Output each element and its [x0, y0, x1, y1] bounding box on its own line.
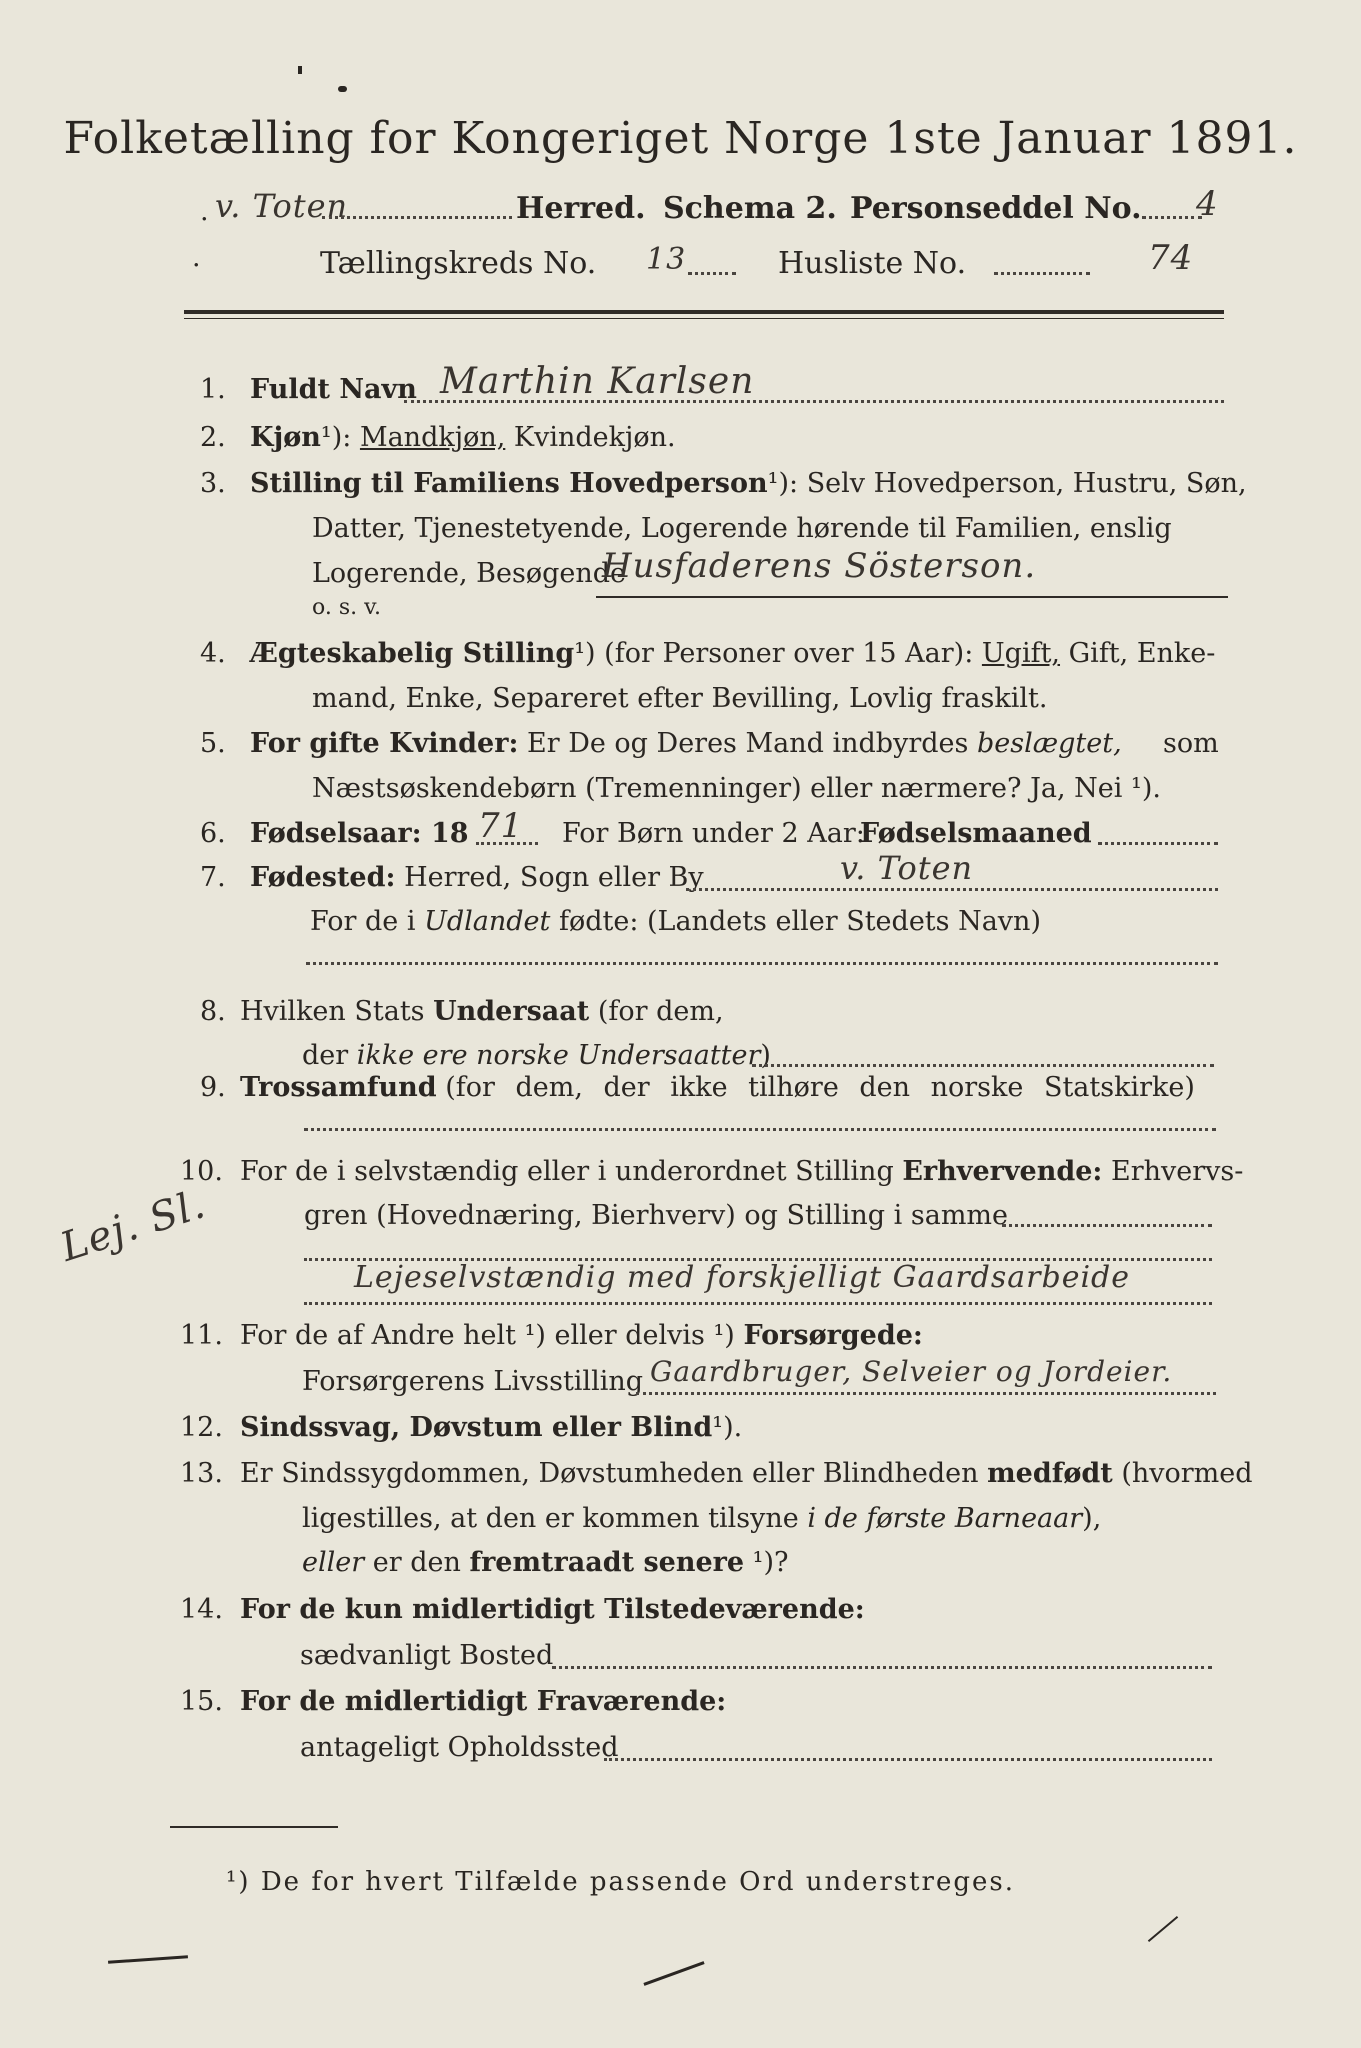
q10-number: 10. — [180, 1156, 223, 1187]
q14-line2: sædvanligt Bosted — [300, 1640, 554, 1671]
ink-stroke — [108, 1955, 188, 1964]
q8-number: 8. — [200, 996, 226, 1027]
q3-answer: Husfaderens Sösterson. — [602, 546, 1037, 586]
q7-answer: v. Toten — [840, 849, 974, 887]
q5-line1 — [250, 728, 1122, 760]
q13-line2 — [302, 1503, 1101, 1535]
q7-label: Fødested: — [250, 862, 396, 893]
q2-sup: ¹): — [320, 422, 352, 453]
header-rule-thin — [184, 318, 1224, 319]
q13-line1 — [240, 1458, 1253, 1490]
q7-line2-b: fødte: (Landets eller Stedets Navn) — [558, 906, 1041, 937]
kreds-dot: · — [192, 250, 201, 281]
q11-number: 11. — [180, 1320, 223, 1351]
q8-line1 — [240, 996, 724, 1028]
q6-year-dots — [476, 842, 538, 845]
q2-line — [250, 422, 676, 454]
q6-label2: Fødselsmaaned — [860, 818, 1092, 849]
herred-dots — [322, 216, 512, 219]
q3-line2: Datter, Tjenestetyende, Logerende hørende til Familien, enslig — [312, 513, 1172, 544]
q2-number: 2. — [200, 422, 226, 453]
q13-line1-a: Er Sindssygdommen, Døvstumheden eller Blindheden — [240, 1458, 979, 1489]
q15-dots — [604, 1758, 1212, 1761]
q7-rest: Herred, Sogn eller By — [404, 862, 704, 893]
herred-value: v. Toten — [215, 187, 349, 225]
husliste-value: 74 — [1148, 238, 1194, 278]
q13-line3-b: ¹)? — [752, 1547, 789, 1578]
q7-number: 7. — [200, 862, 226, 893]
q8-label-a: Hvilken Stats — [240, 996, 425, 1027]
kreds-value: 13 — [646, 242, 687, 277]
q11-line2: Forsørgerens Livsstilling — [302, 1366, 644, 1397]
q2-opt-mandkjon: Mandkjøn, — [359, 422, 506, 453]
q15-label: For de midlertidigt Fraværende: — [240, 1686, 727, 1717]
q8-rest: (for dem, — [597, 996, 724, 1027]
husliste-dots — [994, 272, 1090, 275]
personseddel-dots — [1142, 216, 1202, 219]
q3-answer-line — [596, 596, 1228, 598]
q13-fremtraadt: fremtraadt senere — [469, 1547, 745, 1578]
q10-line1-a: For de i selvstændig eller i underordnet Stilling — [240, 1156, 894, 1187]
personseddel-label: Personseddel No. — [850, 191, 1142, 226]
q13-line2-a: ligestilles, at den er kommen tilsyne — [302, 1503, 799, 1534]
q7-foreign-dots — [306, 962, 1218, 965]
q8-dots — [752, 1064, 1214, 1067]
q1-label: Fuldt Navn — [250, 374, 417, 405]
q11-dots — [636, 1392, 1216, 1395]
q14-label: For de kun midlertidigt Tilstedeværende: — [240, 1594, 865, 1625]
q4-line2: mand, Enke, Separeret efter Bevilling, Lovlig fraskilt. — [312, 683, 1048, 714]
q6-label: Fødselsaar: 18 — [250, 818, 469, 849]
q6-month-dots — [1098, 842, 1218, 845]
footnote-rule — [170, 1826, 338, 1828]
q11-line1 — [240, 1320, 923, 1352]
ink-speck — [338, 86, 347, 92]
q7-udlandet: Udlandet — [424, 906, 551, 937]
q7-line2 — [310, 906, 1041, 938]
q3-line4: o. s. v. — [312, 595, 381, 620]
kreds-dots — [688, 272, 736, 275]
q3-sup: ¹): — [767, 468, 799, 499]
q8-line2 — [302, 1040, 771, 1072]
herred-label: Herred. — [516, 191, 646, 226]
q9-line — [240, 1072, 1195, 1104]
q9-label: Trossamfund — [240, 1072, 437, 1103]
q10-line2: gren (Hovednæring, Bierhverv) og Stilling i samme — [304, 1200, 1009, 1231]
q4-opt-ugift: Ugift, — [981, 638, 1061, 669]
q13-line2-italic: i de første Barneaar — [807, 1503, 1083, 1534]
q6-answer: 71 — [478, 806, 524, 846]
q12-number: 12. — [180, 1412, 223, 1443]
q5-line2: Næstsøskendebørn (Tremenninger) eller nærmere? Ja, Nei ¹). — [312, 773, 1161, 804]
q13-medfodt: medfødt — [987, 1458, 1113, 1489]
q12-sup: ¹). — [712, 1412, 743, 1443]
q8-label-b: Undersaat — [433, 996, 590, 1027]
q15-number: 15. — [180, 1686, 223, 1717]
ink-speck — [298, 66, 302, 74]
q10-dots-1 — [1002, 1224, 1212, 1227]
q8-line2-b: ) — [760, 1040, 771, 1071]
q9-dots — [304, 1128, 1216, 1131]
q10-answer: Lejeselvstændig med forskjelligt Gaardsarbeide — [354, 1260, 1131, 1295]
q8-line2-a: der — [302, 1040, 349, 1071]
q12-label: Sindssvag, Døvstum eller Blind — [240, 1412, 713, 1443]
q11-answer: Gaardbruger, Selveier og Jordeier. — [650, 1355, 1173, 1388]
q3-line1 — [250, 468, 1247, 500]
q13-line2-b: ), — [1082, 1503, 1102, 1534]
q8-line2-italic: ikke ere norske Undersaatter — [356, 1040, 761, 1071]
personseddel-value: 4 — [1196, 184, 1219, 224]
q15-line2: antageligt Opholdssted — [300, 1732, 619, 1763]
q14-number: 14. — [180, 1594, 223, 1625]
q5-line1-rest: Er De og Deres Mand indbyrdes — [527, 728, 969, 759]
q5-som: som — [1163, 728, 1219, 759]
q2-opt-kvindekjon: Kvindekjøn. — [513, 422, 676, 453]
q3-line3: Logerende, Besøgende — [312, 558, 626, 589]
kreds-label: Tællingskreds No. — [320, 246, 597, 281]
q13-line1-b: (hvormed — [1121, 1458, 1253, 1489]
ink-stroke — [643, 1961, 704, 1986]
q13-line3 — [302, 1547, 789, 1579]
q14-dots — [552, 1666, 1212, 1669]
herred-dot: . — [200, 196, 209, 227]
schema-label: Schema 2. — [663, 191, 837, 226]
form-title: Folketælling for Kongeriget Norge 1ste Januar 1891. — [63, 113, 1298, 164]
q4-sup: ¹) — [574, 638, 596, 669]
q1-number: 1. — [200, 374, 226, 405]
q10-line1 — [240, 1156, 1243, 1188]
q4-line1 — [250, 638, 1215, 670]
q10-label: Erhvervende: — [902, 1156, 1103, 1187]
q11-label: Forsørgede: — [743, 1320, 923, 1351]
margin-note: Lej. Sl. — [55, 1181, 211, 1271]
ink-stroke — [1148, 1916, 1178, 1942]
q1-answer: Marthin Karlsen — [440, 361, 755, 402]
q5-beslaegtet: beslægtet, — [976, 728, 1122, 759]
q12-line — [240, 1412, 742, 1444]
q9-rest: (for dem, der ikke tilhøre den norske Statskirke) — [445, 1072, 1195, 1103]
q3-line1-rest: Selv Hovedperson, Hustru, Søn, — [806, 468, 1247, 499]
q10-dots-3 — [304, 1302, 1212, 1305]
q7-line1 — [250, 862, 704, 894]
q13-number: 13. — [180, 1458, 223, 1489]
q6-number: 6. — [200, 818, 226, 849]
q4-line1-end: Gift, Enke- — [1068, 638, 1216, 669]
q4-line1-rest: (for Personer over 15 Aar): — [604, 638, 974, 669]
q4-number: 4. — [200, 638, 226, 669]
q6-rest: For Børn under 2 Aar: — [562, 818, 865, 849]
q7-dots — [686, 888, 1218, 891]
q4-label: Ægteskabelig Stilling — [250, 638, 575, 669]
q3-label: Stilling til Familiens Hovedperson — [250, 468, 768, 499]
q11-line1-a: For de af Andre helt ¹) eller delvis ¹) — [240, 1320, 735, 1351]
q13-line3-italic: eller — [302, 1547, 365, 1578]
q2-label: Kjøn — [250, 422, 321, 453]
header-rule-thick — [184, 310, 1224, 314]
q3-number: 3. — [200, 468, 226, 499]
footnote: ¹) De for hvert Tilfælde passende Ord understreges. — [226, 1867, 1016, 1897]
husliste-label: Husliste No. — [778, 246, 967, 281]
q5-number: 5. — [200, 728, 226, 759]
q7-line2-a: For de i — [310, 906, 416, 937]
q13-line3-a: er den — [372, 1547, 461, 1578]
q5-label: For gifte Kvinder: — [250, 728, 519, 759]
q10-line1-b: Erhvervs- — [1111, 1156, 1244, 1187]
q9-number: 9. — [200, 1072, 226, 1103]
